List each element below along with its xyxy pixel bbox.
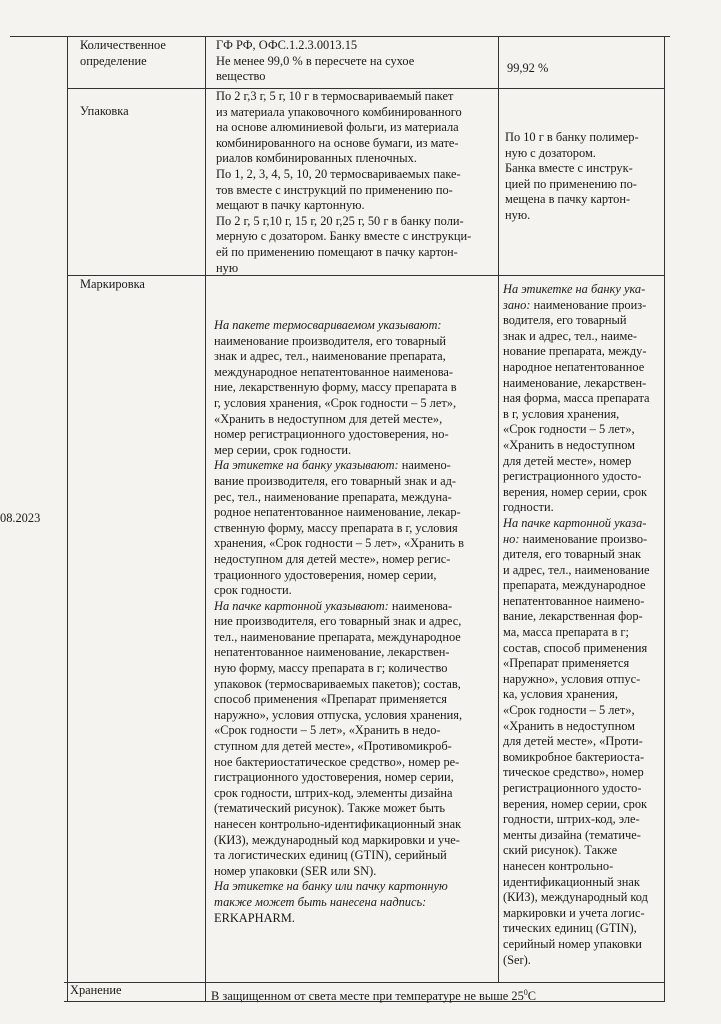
text-line [214,583,464,599]
text-line [503,516,650,532]
text-line [214,786,464,802]
text-line [214,645,464,661]
line-text: годности, штрих-код, эле- [503,812,640,827]
text-line: ей по применению помещают в пачку картон- [216,244,458,259]
text-line: цией по применению по- [505,176,637,191]
line-text: (КИЗ), международный код маркировки и уче- [214,832,460,847]
line-text: препарата, международное [503,578,646,593]
text-line [214,412,464,428]
line-text: годности. [503,500,554,515]
line-text: срок годности, штрих-код, элементы дизайна [214,785,453,800]
text-line [503,765,650,781]
text-line [214,630,464,646]
table-top-border [10,36,670,37]
line-text: ную форму, массу препарата в г; количество [214,661,448,676]
text-line [503,875,650,891]
text-line [214,380,464,396]
text-line [214,677,464,693]
text-line [503,438,650,454]
line-text: номер регистрационного удостоверения, но- [214,427,449,442]
italic-heading: но: [503,531,520,546]
text-line [503,734,650,750]
text-line [503,843,650,859]
line-text: наименование произво- [519,531,648,546]
text-line [214,692,464,708]
text-line: Не менее 99,0 % в пересчете на сухое [216,53,415,68]
text-line: Банка вместе с инструк- [505,161,633,176]
text-line [214,614,464,630]
line-text: способ применения «Препарат применяется [214,692,447,707]
label-line: определение [80,53,147,68]
line-text: упаковок (термосвариваемых пакетов); состав, [214,676,461,691]
line-text: (КИЗ), международный код [503,890,648,905]
line-text: недоступном для детей месте», номер регис- [214,551,451,566]
line-text: регистрационного удосто- [503,781,642,795]
text-line: на основе алюминиевой фольги, из материала [216,120,459,135]
italic-heading: На пачке картонной указа- [503,515,647,530]
col-divider-value [498,36,499,982]
line-text: номер упаковки (SER или SN). [214,863,377,878]
text-line [503,391,650,407]
text-line [503,859,650,875]
quant-value: 99,92 % [507,61,549,75]
text-line [503,532,650,548]
line-text: водителя, его товарный [503,313,627,328]
label-storage: Хранение [70,983,122,997]
col-divider-label [205,36,206,1002]
col-divider-left [67,36,68,1002]
text-line [214,801,464,817]
line-text: непатентованное наимено- [503,593,645,608]
text-line: ную. [505,207,531,222]
label-quantitative [80,38,166,69]
italic-heading: также может быть нанесена надпись: [214,894,427,909]
text-line [214,708,464,724]
text-line [503,703,650,719]
degree-superscript: 0 [523,988,528,997]
text-line [214,349,464,365]
text-line [503,672,650,688]
text-line [214,911,464,927]
text-line [503,563,650,579]
italic-heading: На этикетке на банку указывают: [214,458,399,473]
line-text: дителя, его товарный знак [503,547,642,562]
text-line [214,427,464,443]
text-line [503,781,650,797]
text-line: По 2 г, 5 г,10 г, 15 г, 20 г,25 г, 50 г в банку поли- [216,213,464,228]
pack-value [505,130,639,224]
text-line: вещество [216,69,266,84]
text-line [503,812,650,828]
line-text: нование препарата, между- [503,344,647,359]
text-line [214,568,464,584]
line-text: ственную форму, массу препарата в г, условия [214,520,458,535]
line-text: рес, тел., наименование препарата, междуна- [214,489,452,504]
text-line [503,500,650,516]
line-text: для детей месте», «Проти- [503,734,643,749]
text-line [214,879,464,895]
text-line [214,396,464,412]
line-text: менты дизайна (тематиче- [503,827,641,842]
line-text: трационного удостоверения, номер серии, [214,567,437,582]
line-text: г, условия хранения, «Срок годности – 5 лет», [214,395,457,410]
text-line [503,454,650,470]
pack-method [216,89,471,276]
text-line [214,848,464,864]
text-line [214,864,464,880]
text-line [214,833,464,849]
text-line [214,723,464,739]
line-text: нанесен контрольно- [503,858,614,873]
text-line [503,687,650,703]
text-line [214,739,464,755]
line-text: серийный номер упаковки [503,936,642,951]
text-line [503,921,650,937]
line-text: идентификационный знак [503,874,640,889]
label-marking: Маркировка [80,277,145,291]
text-line: мерную с дозатором. Банку вместе с инструкци- [216,229,472,244]
storage-text-main: В защищенном от света месте при температуре не выше 25 [211,989,524,1004]
line-text: ная форма, масса препарата [503,391,650,406]
italic-heading: зано: [503,297,531,312]
line-text: тическое средство», номер [503,765,644,780]
italic-heading: На пакете термосвариваемом указывают: [214,318,442,332]
text-line [214,474,464,490]
text-line: ГФ РФ, ОФС.1.2.3.0013.15 [216,38,358,52]
line-text: народное непатентованное [503,359,645,374]
line-text: (тематический рисунок). Также может быть [214,801,446,816]
line-text: «Срок годности – 5 лет», [503,703,635,718]
text-line: По 1, 2, 3, 4, 5, 10, 20 термосвариваемых паке- [216,166,461,181]
line-text: ное бактериостатическое средство», номер ре- [214,754,460,769]
line-text: наименование производителя, его товарный [214,333,447,348]
italic-heading: На этикетке на банку ука- [503,282,646,296]
text-line [214,552,464,568]
italic-heading: На пачке картонной указывают: [214,598,389,613]
line-text: гистрационного удостоверения, номер серии, [214,770,454,785]
line-text: «Хранить в недоступном для детей месте», [214,411,443,426]
line-text: «Срок годности – 5 лет», [503,422,635,437]
line-text: «Хранить в недоступном [503,718,635,733]
text-line [503,469,650,485]
text-line [214,334,464,350]
text-line [214,536,464,552]
line-text: маркировки и учета логис- [503,905,645,920]
line-text: верения, номер серии, срок [503,796,648,811]
line-text: «Срок годности – 5 лет», «Хранить в недо- [214,723,441,738]
line-text: ние производителя, его товарный знак и адрес, [214,614,462,629]
line-text: ERKAPHARM. [214,910,295,925]
line-text: наружно», условия отпус- [503,671,641,686]
text-line [214,755,464,771]
line-text: наименова- [388,598,453,613]
line-text: хранения, «Срок годности – 5 лет», «Хранить в [214,536,465,551]
text-line [503,407,650,423]
col-divider-right [664,36,665,1002]
line-text: (Ser). [503,952,531,967]
label-packaging: Упаковка [80,104,129,118]
text-line [214,443,464,459]
text-line [503,609,650,625]
text-line [503,282,650,298]
line-text: та логистических единиц (GTIN), серийный [214,848,447,863]
text-line [503,547,650,563]
line-text: непатентованное наименование, лекарствен- [214,645,450,660]
line-text: нанесен контрольно-идентификационный знак [214,817,462,831]
text-line [503,578,650,594]
text-line [214,895,464,911]
text-line [503,422,650,438]
text-line: ную [216,260,239,275]
text-line [503,656,650,672]
line-text: в г, условия хранения, [503,406,620,421]
text-line: риалов комбинированных пленочных. [216,151,417,166]
text-line [214,490,464,506]
line-text: тических единиц (GTIN), [503,921,637,936]
line-text: наимено- [398,458,451,473]
line-text: верения, номер серии, срок [503,484,648,499]
row-divider-marking [64,982,664,983]
text-line: По 10 г в банку полимер- [505,130,639,144]
page-stamp: 08.2023 [0,511,41,525]
text-line [503,329,650,345]
line-text: ма, масса препарата в г; [503,625,629,640]
text-line: тов вместе с инструкций по применению по- [216,182,453,197]
line-text: срок годности. [214,583,292,598]
text-line [503,485,650,501]
text-line [214,521,464,537]
text-line [214,661,464,677]
text-line [214,599,464,615]
line-text: вание производителя, его товарный знак и ад- [214,473,457,488]
storage-text [211,985,536,1005]
line-text: наименование произ- [530,297,647,312]
text-line [503,890,650,906]
line-text: ский рисунок). Также [503,843,618,858]
line-text: знак и адрес, тел., наименование препарата, [214,349,446,364]
text-line [503,828,650,844]
line-text: «Хранить в недоступном [503,437,635,452]
text-line [214,770,464,786]
marking-method [214,318,464,926]
text-line [503,298,650,314]
line-text: и адрес, тел., наименование [503,562,650,577]
line-text: вание, лекарственная фор- [503,609,643,624]
text-line [214,817,464,833]
marking-value [503,282,650,968]
line-text: родное непатентованное наименование, лекар- [214,505,461,520]
text-line [214,365,464,381]
line-text: вомикробное бактериоста- [503,749,645,764]
text-line: ную с дозатором. [505,145,596,160]
text-line [503,750,650,766]
line-text: ка, условия хранения, [503,687,618,702]
text-line [503,719,650,735]
text-line [503,594,650,610]
text-line [503,313,650,329]
text-line [503,641,650,657]
text-line [214,318,464,334]
text-line: мещают в пачку картонную. [216,198,365,213]
text-line: мещена в пачку картон- [505,192,631,207]
line-text: мер серии, срок годности. [214,442,352,457]
line-text: тел., наименование препарата, международное [214,629,461,644]
line-text: знак и адрес, тел., наиме- [503,328,637,343]
text-line [503,625,650,641]
line-text: ние, лекарственную форму, массу препарата в [214,380,457,395]
line-text: ступном для детей месте», «Противомикроб- [214,739,452,754]
line-text: для детей месте», номер [503,453,632,468]
text-line [503,376,650,392]
text-line [503,953,650,969]
storage-unit: С [527,989,537,1004]
text-line [214,505,464,521]
text-line [503,344,650,360]
line-text: «Препарат применяется [503,656,630,671]
line-text: наименование, лекарствен- [503,375,647,390]
quant-method [216,38,414,85]
text-line: комбинированного на основе бумаги, из мате- [216,135,459,150]
text-line: По 2 г,3 г, 5 г, 10 г в термосвариваемый пакет [216,89,454,103]
italic-heading: На этикетке на банку или пачку картонную [214,879,448,894]
text-line [214,458,464,474]
text-line [503,906,650,922]
line-text: наружно», условия отпуска, условия хранения, [214,707,463,722]
label-line: Количественное [80,38,166,52]
text-line [503,360,650,376]
line-text: регистрационного удосто- [503,469,642,484]
line-text: международное непатентованное наименова- [214,364,454,379]
text-line: из материала упаковочного комбинированного [216,104,462,119]
text-line [503,797,650,813]
text-line [503,937,650,953]
line-text: состав, способ применения [503,640,648,655]
